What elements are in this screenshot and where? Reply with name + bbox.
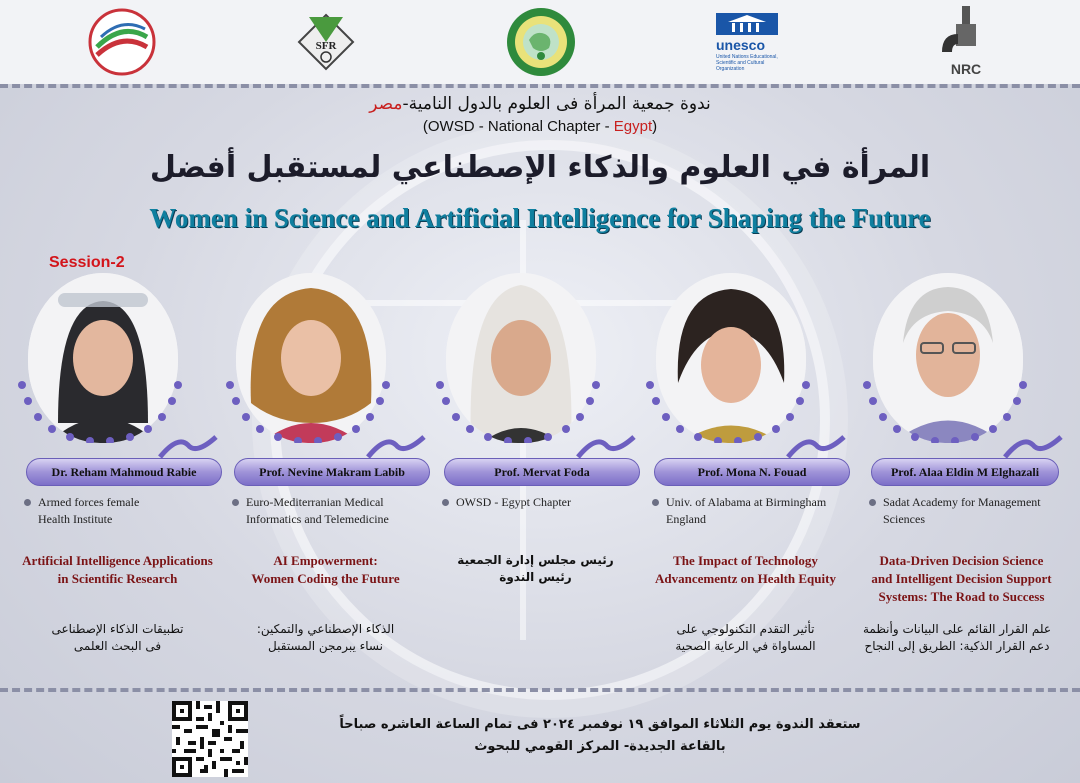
talk-line: تأثير التقدم التكنولوجي على: [676, 622, 815, 636]
affiliation-line: Armed forces female: [38, 495, 140, 509]
talk-line: دعم القرار الذكية: الطريق إلى النجاح: [864, 639, 1050, 653]
talk-line: المساواة في الرعاية الصحية: [675, 639, 816, 653]
english-subtitle-end: ): [652, 118, 658, 135]
talk-line: علم القرار القائم على البيانات وأنظمة: [862, 622, 1052, 636]
affiliation-line: Euro-Mediterranian Medical: [246, 495, 384, 509]
swirl-decoration: [576, 433, 636, 459]
event-venue-line: بالقاعة الجديدة- المركز القومي للبحوث: [474, 739, 726, 754]
speaker-card: [428, 265, 643, 695]
speaker-affiliation: [883, 494, 1073, 528]
affiliation-line: England: [666, 512, 706, 526]
arabic-subtitle-accent: مصر: [369, 94, 403, 114]
ngo-logo: [86, 6, 158, 78]
nrc-logo: [936, 6, 996, 78]
event-details: [280, 714, 920, 758]
owsd-logo: [504, 6, 578, 78]
talk-line: Artificial Intelligence Applications: [22, 553, 213, 568]
talk-line: in Scientific Research: [57, 571, 178, 586]
affiliation-line: Univ. of Alabama at Birmingham: [666, 495, 827, 509]
speaker-name: Prof. Alaa Eldin M Elghazali: [871, 458, 1059, 486]
bottom-divider: [0, 688, 1080, 692]
bullet-icon: [24, 499, 31, 506]
swirl-decoration: [366, 433, 426, 459]
unesco-subtitle: United Nations Educational, Scientific and Cultural Organization: [716, 53, 778, 72]
talk-line: Systems: The Road to Success: [878, 589, 1045, 604]
affiliation-line: Informatics and Telemedicine: [246, 512, 389, 526]
top-divider: [0, 84, 1080, 88]
talk-line: Data-Driven Decision Science: [879, 553, 1044, 568]
arabic-subtitle: [0, 94, 1080, 114]
swirl-decoration: [1003, 433, 1063, 459]
bullet-icon: [652, 499, 659, 506]
sfr-logo: [290, 6, 362, 78]
talk-line: تطبيقات الذكاء الإصطناعى: [51, 622, 184, 636]
english-subtitle-accent: Egypt: [613, 118, 653, 135]
affiliation-line: Health Institute: [38, 512, 113, 526]
talk-title-en: [218, 552, 433, 588]
talk-line: نساء يبرمجن المستقبل: [268, 639, 383, 653]
talk-title-ar: [218, 621, 433, 655]
speaker-affiliation: [246, 494, 436, 528]
talk-title-ar: [428, 552, 643, 586]
talk-line: and Intelligent Decision Support: [871, 571, 1052, 586]
speaker-name: Prof. Mona N. Fouad: [654, 458, 850, 486]
talk-line: Advancementz on Health Equity: [655, 571, 836, 586]
talk-line: فى البحث العلمى: [73, 639, 162, 653]
affiliation-line: Sadat Academy for Management: [883, 495, 1041, 509]
nrc-text: NRC: [950, 61, 982, 77]
arabic-main-title: المرأة في العلوم والذكاء الإصطناعي لمستقبل أفضل: [149, 150, 931, 185]
bullet-icon: [232, 499, 239, 506]
english-subtitle: [0, 118, 1080, 135]
affiliation-line: OWSD - Egypt Chapter: [456, 495, 571, 509]
speaker-card: [10, 265, 225, 695]
talk-line: رئيس الندوة: [499, 570, 572, 584]
talk-title-ar: [841, 621, 1073, 655]
talk-title-en: [849, 552, 1074, 606]
english-subtitle-main: (OWSD - National Chapter -: [422, 118, 614, 135]
talk-title-ar: [638, 621, 853, 655]
logo-bar: [0, 0, 1080, 84]
affiliation-line: Sciences: [883, 512, 925, 526]
swirl-decoration: [786, 433, 846, 459]
arabic-subtitle-main: ندوة جمعية المرأة فى العلوم بالدول النامية-: [402, 94, 711, 114]
talk-line: رئيس مجلس إدارة الجمعية: [457, 553, 614, 567]
talk-line: Women Coding the Future: [251, 571, 400, 586]
speaker-affiliation: [666, 494, 856, 528]
speaker-card: [638, 265, 853, 695]
speaker-card: [218, 265, 433, 695]
talk-line: AI Empowerment:: [273, 553, 378, 568]
bullet-icon: [869, 499, 876, 506]
talk-title-en: [638, 552, 853, 588]
talk-title-en: [10, 552, 225, 588]
speaker-card: [855, 265, 1070, 695]
speaker-name: Prof. Nevine Makram Labib: [234, 458, 430, 486]
unesco-wordmark: unesco: [716, 36, 766, 53]
talk-title-ar: [10, 621, 225, 655]
session-label: Session-2: [49, 254, 125, 271]
talk-line: الذكاء الإصطناعي والتمكين:: [256, 622, 395, 636]
speaker-affiliation: [38, 494, 228, 528]
speaker-name: Dr. Reham Mahmoud Rabie: [26, 458, 222, 486]
speaker-name: Prof. Mervat Foda: [444, 458, 640, 486]
swirl-decoration: [158, 433, 218, 459]
talk-line: The Impact of Technology: [673, 553, 818, 568]
unesco-logo: [716, 6, 786, 78]
event-date-line: ستعقد الندوة يوم الثلاثاء الموافق ١٩ نوفمبر ٢٠٢٤ فى تمام الساعة العاشره صباحاً: [339, 717, 861, 732]
bullet-icon: [442, 499, 449, 506]
speaker-affiliation: [456, 494, 646, 511]
qr-code[interactable]: [172, 701, 248, 777]
sfr-text: SFR: [315, 40, 337, 52]
english-main-title: Women in Science and Artificial Intelligence for Shaping the Future: [149, 203, 931, 233]
